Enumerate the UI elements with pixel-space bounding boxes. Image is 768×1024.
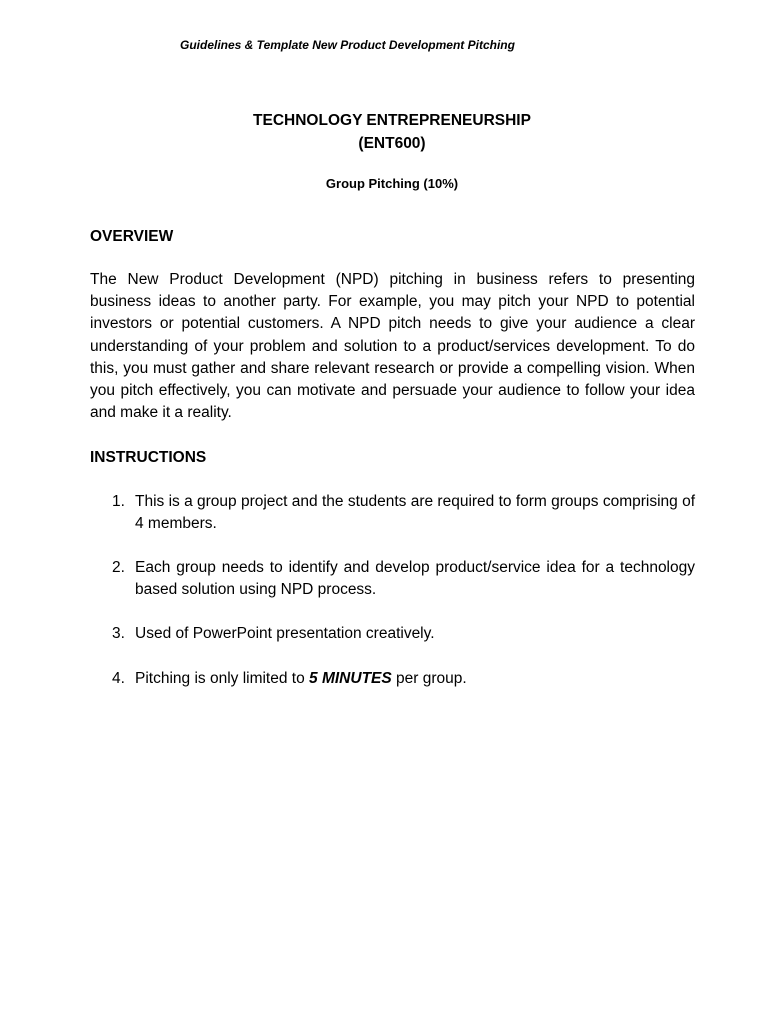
time-limit-emphasis: 5 MINUTES [309, 670, 392, 687]
list-number: 2. [112, 559, 125, 576]
instruction-item-4 [112, 668, 695, 690]
instructions-heading: INSTRUCTIONS [90, 449, 207, 466]
assignment-subtitle: Group Pitching (10%) [325, 176, 459, 191]
overview-paragraph: The New Product Development (NPD) pitching in business refers to presenting business ideas to another party. For example, you may pitch your NPD to potential investors or potential customers. A NPD pitch needs to give your audience a clear understanding of your problem and solution to a product/services development. To do this, you must gather and share relevant research or provide a compelling vision. When you pitch effectively, you can motivate and persuade your audience to follow your idea and make it a reality. [90, 271, 695, 422]
running-header: Guidelines & Template New Product Development Pitching [180, 38, 515, 52]
list-text: Each group needs to identify and develop product/service idea for a technology based solution using NPD process. [135, 559, 695, 599]
list-text [135, 668, 695, 690]
course-code: (ENT600) [358, 135, 426, 152]
instruction-item-3 [112, 623, 695, 645]
list-number: 3. [112, 625, 125, 642]
list-text-after: per group. [391, 670, 467, 687]
list-text-before: Pitching is only limited to [135, 670, 310, 687]
list-text: This is a group project and the students are required to form groups comprising of 4 members. [135, 493, 696, 533]
instruction-item-1 [112, 491, 695, 535]
course-title: TECHNOLOGY ENTREPRENEURSHIP [253, 112, 531, 129]
list-text: Used of PowerPoint presentation creatively. [135, 625, 435, 642]
instruction-item-2 [112, 557, 695, 601]
list-number: 1. [112, 493, 125, 510]
list-number: 4. [112, 670, 125, 687]
overview-heading: OVERVIEW [90, 228, 174, 245]
